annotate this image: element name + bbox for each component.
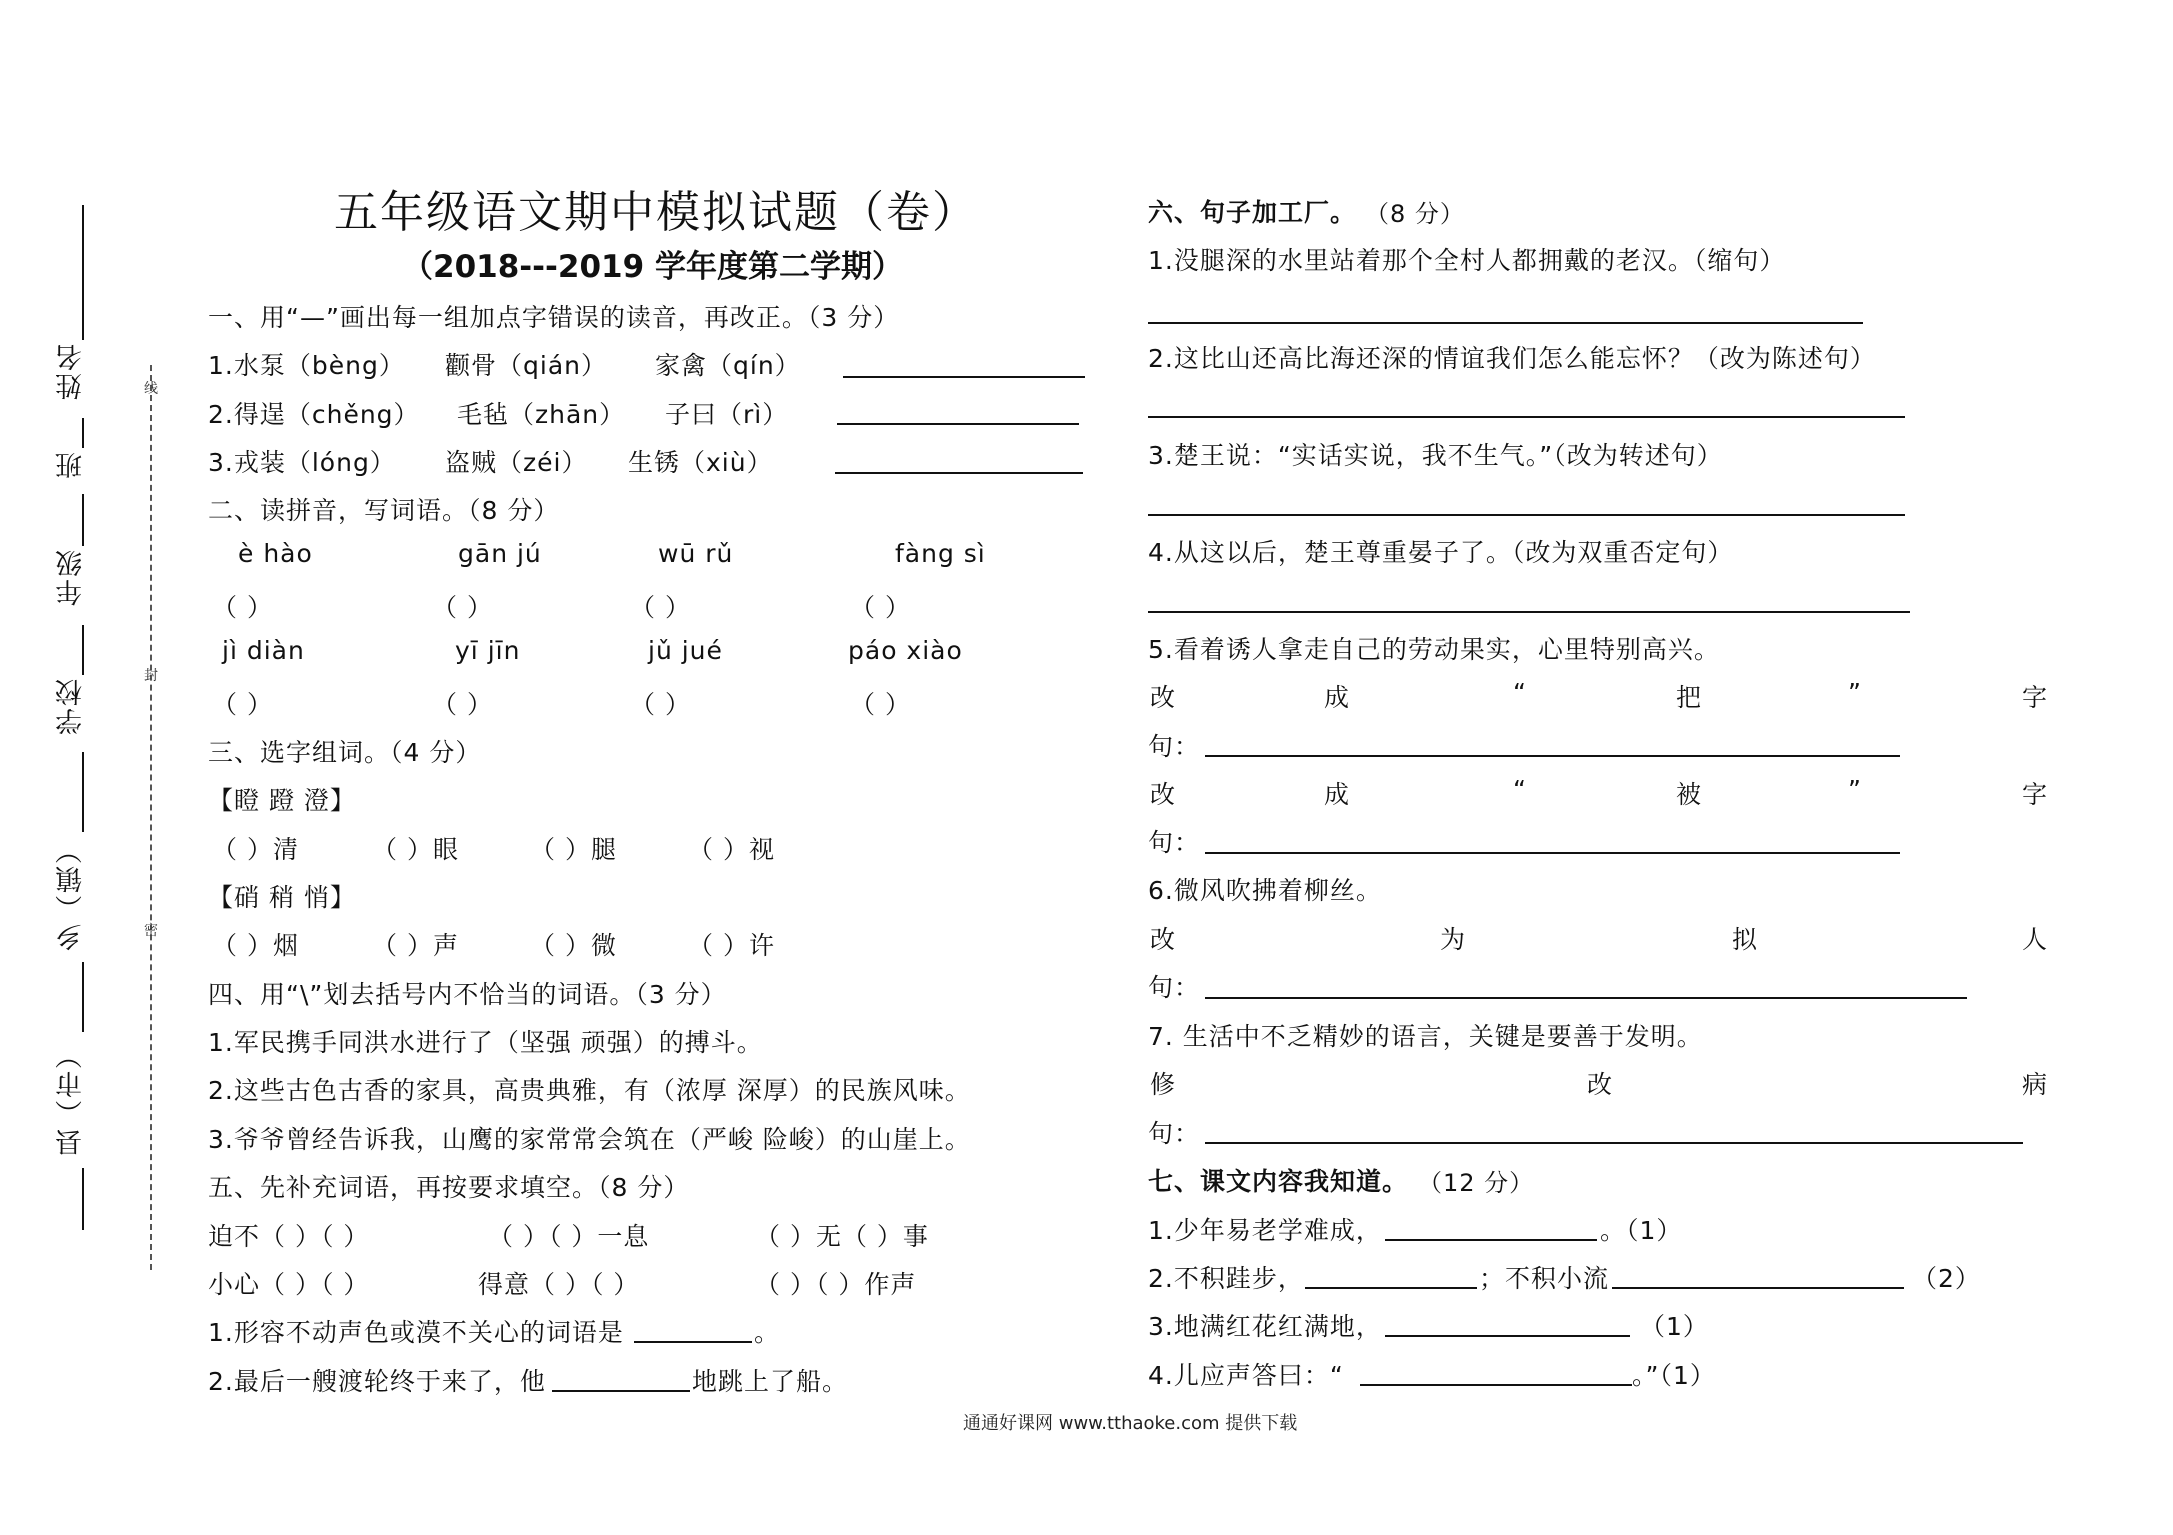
margin-line-town [82, 962, 84, 1032]
s7-q2-mid: ；不积小流 [1479, 1264, 1610, 1293]
s5-q1-answer-line[interactable] [634, 1341, 752, 1343]
footer-source: 通通好课网 www.tthaoke.com 提供下载 [963, 1413, 1298, 1434]
s7-q1-answer-line[interactable] [1385, 1239, 1597, 1241]
s6-q6-char-4: 人 [2022, 925, 2049, 954]
s2-bracket-7[interactable]: （ ） [630, 690, 691, 719]
margin-line-top [82, 205, 84, 340]
section-3-heading: 三、选字组词。（4 分） [208, 738, 482, 767]
s1-row1-b: 颧骨（qián） [445, 351, 607, 380]
s5-q2-text: 2.最后一艘渡轮终于来了，他 [208, 1367, 546, 1396]
section-4-heading: 四、用“\”划去括号内不恰当的词语。（3 分） [208, 980, 727, 1009]
s3-group1-chars: 【瞪 蹬 澄】 [208, 786, 356, 815]
s5-row1-word-3[interactable]: （ ）无（ ）事 [755, 1222, 929, 1251]
seal-mark-feng: 封 [144, 668, 158, 684]
s7-q2-end: （2） [1912, 1264, 1981, 1293]
s4-item-3: 3.爷爷曾经告诉我，山鹰的家常常会筑在（严峻 险峻）的山崖上。 [208, 1125, 971, 1154]
section-1-heading: 一、用“—”画出每一组加点字错误的读音，再改正。（3 分） [208, 303, 900, 332]
s4-item-2: 2.这些古色古香的家具，高贵典雅，有（浓厚 深厚）的民族风味。 [208, 1076, 971, 1105]
margin-line-class [82, 494, 84, 546]
s7-q2-answer-line-1[interactable] [1305, 1287, 1477, 1289]
s6-q6-char-3: 拟 [1732, 925, 1759, 954]
s7-q4-text: 4.儿应声答曰：“ [1148, 1361, 1344, 1390]
s1-row2-b: 毛毡（zhān） [457, 400, 626, 429]
s6-q5-ba-char-1: 改 [1150, 683, 1177, 712]
s6-q5-ba-char-6: 字 [2022, 683, 2049, 712]
s2-bracket-2[interactable]: （ ） [432, 593, 493, 622]
exam-title: 五年级语文期中模拟试题（卷） [334, 187, 978, 238]
s7-q4-answer-line[interactable] [1360, 1384, 1632, 1386]
s5-q2-end: 地跳上了船。 [692, 1367, 849, 1396]
s2-pinyin-1: è hào [238, 539, 313, 568]
s1-row3-a: 3.戎装（lóng） [208, 448, 396, 477]
s2-bracket-4[interactable]: （ ） [850, 593, 911, 622]
s1-row2-c: 子曰（rì） [665, 400, 789, 429]
s5-row2-word-3[interactable]: （ ）（ ）作声 [755, 1270, 917, 1299]
s6-q2: 2.这比山还高比海还深的情谊我们怎么能忘怀？（改为陈述句） [1148, 344, 1876, 373]
s7-q4-end: 。”（1） [1632, 1361, 1716, 1390]
s6-q5-ba-char-2: 成 [1324, 683, 1351, 712]
s5-q1-end: 。 [754, 1318, 781, 1347]
s6-q5-bei-answer-line[interactable] [1205, 852, 1900, 854]
s4-item-1: 1.军民携手同洪水进行了（坚强 顽强）的搏斗。 [208, 1028, 763, 1057]
s7-q3-end: （1） [1640, 1312, 1709, 1341]
seal-mark-mi: 密 [144, 923, 158, 939]
label-class: 班 [56, 450, 87, 479]
s3-group2-blank-4[interactable]: （ ）许 [688, 931, 775, 960]
s1-row3-b: 盗贼（zéi） [445, 448, 588, 477]
s3-group2-blank-3[interactable]: （ ）微 [530, 931, 617, 960]
s1-row2-a: 2.得逞（chěng） [208, 400, 420, 429]
s6-q4-answer-line[interactable] [1148, 611, 1910, 613]
s2-pinyin-5: jì diàn [222, 636, 305, 665]
s6-q6-ju: 句： [1148, 973, 1201, 1002]
s6-q7-answer-line[interactable] [1205, 1142, 2023, 1144]
s6-q5-ba-char-4: 把 [1676, 683, 1703, 712]
section-7-heading: 七、课文内容我知道。 [1148, 1167, 1409, 1196]
s6-q5-bei-char-4: 被 [1676, 780, 1703, 809]
s6-q7-ju: 句： [1148, 1119, 1201, 1148]
seal-dashed-line [150, 365, 152, 1270]
s5-q1-text: 1.形容不动声色或漠不关心的词语是 [208, 1318, 624, 1347]
s6-q5-ba-answer-line[interactable] [1205, 755, 1900, 757]
s7-q3-answer-line[interactable] [1385, 1335, 1630, 1337]
s2-bracket-8[interactable]: （ ） [850, 690, 911, 719]
margin-line-grade [82, 625, 84, 675]
s6-q5-bei-char-6: 字 [2022, 780, 2049, 809]
s6-q1-answer-line[interactable] [1148, 322, 1863, 324]
s2-bracket-5[interactable]: （ ） [212, 690, 273, 719]
seal-mark-xian: 线 [144, 381, 158, 397]
s6-q7-char-1: 修 [1150, 1070, 1177, 1099]
s3-group2-chars: 【硝 稍 悄】 [208, 883, 356, 912]
s3-group2-blank-2[interactable]: （ ）声 [372, 931, 459, 960]
s5-row2-word-2[interactable]: 得意（ ）（ ） [478, 1270, 640, 1299]
s2-pinyin-4: fàng sì [895, 539, 986, 568]
s3-group2-blank-1[interactable]: （ ）烟 [212, 931, 299, 960]
s5-row1-word-2[interactable]: （ ）（ ）一息 [488, 1222, 650, 1251]
s7-q1-end: 。（1） [1600, 1216, 1683, 1245]
s6-q7: 7. 生活中不乏精妙的语言，关键是要善于发明。 [1148, 1022, 1703, 1051]
s1-row1-a: 1.水泵（bèng） [208, 351, 405, 380]
s6-q5-bei-char-5: ” [1848, 775, 1862, 804]
s2-pinyin-7: jǔ jué [648, 636, 723, 665]
s1-row1-c: 家禽（qín） [655, 351, 801, 380]
s6-q3-answer-line[interactable] [1148, 514, 1905, 516]
label-name: 姓名 [56, 342, 87, 400]
s6-q4: 4.从这以后，楚王尊重晏子了。（改为双重否定句） [1148, 538, 1734, 567]
s6-q6-char-1: 改 [1150, 925, 1177, 954]
margin-line-name [82, 418, 84, 448]
section-2-heading: 二、读拼音，写词语。（8 分） [208, 496, 560, 525]
s6-q5-bei-char-3: “ [1513, 775, 1527, 804]
s6-q7-char-2: 改 [1587, 1070, 1614, 1099]
s2-bracket-6[interactable]: （ ） [432, 690, 493, 719]
s5-row2-word-1[interactable]: 小心（ ）（ ） [208, 1270, 370, 1299]
s6-q6-char-2: 为 [1440, 925, 1467, 954]
s3-group1-blank-2[interactable]: （ ）眼 [372, 835, 459, 864]
s7-q2-text: 2.不积跬步， [1148, 1264, 1304, 1293]
label-county: 县（市） [56, 1040, 87, 1156]
s6-q2-answer-line[interactable] [1148, 416, 1905, 418]
s6-q5-ba-char-5: ” [1848, 678, 1862, 707]
s3-group1-blank-3[interactable]: （ ）腿 [530, 835, 617, 864]
section-5-heading: 五、先补充词语，再按要求填空。（8 分） [208, 1173, 690, 1202]
s6-q5-bei-ju: 句： [1148, 828, 1201, 857]
s6-q1: 1.没腿深的水里站着那个全村人都拥戴的老汉。（缩句） [1148, 246, 1786, 275]
section-7-score: （12 分） [1418, 1169, 1535, 1197]
s7-q3-text: 3.地满红花红满地， [1148, 1312, 1382, 1341]
s1-row1-answer-line[interactable] [843, 376, 1085, 378]
s6-q5-ba-ju: 句： [1148, 732, 1201, 761]
s7-q2-answer-line-2[interactable] [1612, 1287, 1904, 1289]
s3-group1-blank-1[interactable]: （ ）清 [212, 835, 299, 864]
label-grade: 年级 [56, 548, 87, 606]
label-town: 乡（镇） [56, 835, 87, 951]
s2-pinyin-8: páo xiào [848, 636, 963, 665]
s6-q5-bei-char-1: 改 [1150, 780, 1177, 809]
s6-q7-char-3: 病 [2022, 1070, 2049, 1099]
s1-row2-answer-line[interactable] [837, 423, 1079, 425]
s5-q2-answer-line[interactable] [552, 1390, 690, 1392]
s5-row1-word-1[interactable]: 迫不（ ）（ ） [208, 1222, 370, 1251]
section-6-score: （8 分） [1365, 200, 1465, 228]
s6-q6: 6.微风吹拂着柳丝。 [1148, 876, 1382, 905]
s2-pinyin-6: yī jīn [455, 636, 521, 665]
s7-q1-text: 1.少年易老学难成， [1148, 1216, 1382, 1245]
s2-bracket-3[interactable]: （ ） [630, 593, 691, 622]
margin-line-school [82, 752, 84, 832]
s6-q5-ba-char-3: “ [1513, 678, 1527, 707]
s6-q5: 5.看着诱人拿走自己的劳动果实，心里特别高兴。 [1148, 635, 1720, 664]
s1-row3-c: 生锈（xiù） [628, 448, 773, 477]
s6-q6-answer-line[interactable] [1205, 997, 1967, 999]
section-6-heading: 六、句子加工厂。 [1148, 198, 1357, 227]
s2-bracket-1[interactable]: （ ） [212, 593, 273, 622]
s6-q3: 3.楚王说：“实话实说，我不生气。”（改为转述句） [1148, 441, 1723, 470]
s2-pinyin-2: gān jú [458, 539, 542, 568]
s1-row3-answer-line[interactable] [835, 472, 1083, 474]
s3-group1-blank-4[interactable]: （ ）视 [688, 835, 775, 864]
s2-pinyin-3: wū rǔ [658, 539, 734, 568]
exam-subtitle: （2018---2019 学年度第二学期） [402, 249, 903, 285]
label-school: 学校 [56, 677, 87, 735]
s6-q5-bei-char-2: 成 [1324, 780, 1351, 809]
margin-line-bottom [82, 1168, 84, 1230]
